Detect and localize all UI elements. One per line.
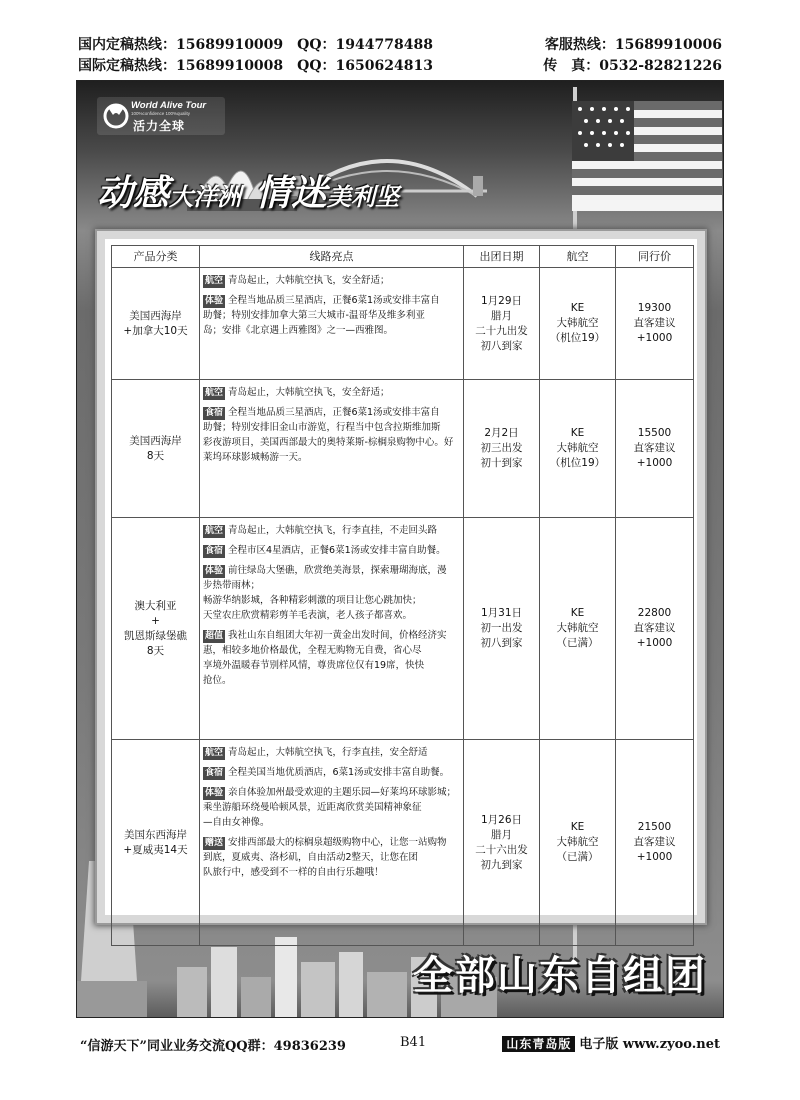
highlight-line-text: 我社山东自组团大年初一黄金出发时间，价格经济实 xyxy=(228,630,447,641)
highlight-tag: 航空 xyxy=(205,388,224,398)
route-highlights xyxy=(200,268,464,380)
airline-info-line: KE xyxy=(570,821,585,833)
departure-date-line: 1月31日 xyxy=(480,607,523,619)
headline-part-2: 大洋洲 xyxy=(169,182,242,211)
airline-info-line: （机位19） xyxy=(549,332,606,344)
highlight-item xyxy=(203,543,460,558)
departure-date-line: 二十六出发 xyxy=(475,843,528,856)
highlight-text xyxy=(203,385,460,400)
route-category-line: 美国东西海岸 xyxy=(124,828,187,841)
route-category-line: 凯恩斯绿堡礁 xyxy=(124,629,187,642)
highlight-line-text: 青岛起止，大韩航空执飞，安全舒适； xyxy=(228,387,390,398)
airline-info-line: （已满） xyxy=(556,851,599,863)
domestic-hotline: 国内定稿热线：15689910009 QQ：1944778488 xyxy=(78,37,433,53)
highlight-text xyxy=(203,563,460,623)
route-highlights xyxy=(200,380,464,518)
highlight-line xyxy=(203,745,460,760)
table-row xyxy=(112,380,694,518)
airline-info-line: 大韩航空 xyxy=(556,836,599,848)
table-header-row xyxy=(112,246,694,268)
highlight-line-text: 全程当地品质三星酒店，正餐6菜1汤或安排丰富自 xyxy=(228,407,440,418)
airline-info-line: （机位19） xyxy=(549,457,606,469)
edition-info xyxy=(502,1033,720,1052)
qq-group-text: “信游天下”同业业务交流QQ群：49836239 xyxy=(80,1039,346,1054)
highlight-text xyxy=(203,785,460,830)
route-category-line: 美国西海岸 xyxy=(129,309,182,322)
departure-date xyxy=(464,268,540,380)
highlight-text xyxy=(203,405,460,465)
trade-price-line: 21500 xyxy=(637,821,672,833)
departure-date-line: 初九到家 xyxy=(480,858,523,871)
highlight-line-text: 亲自体验加州最受欢迎的主题乐园—好莱坞环球影城； xyxy=(228,787,457,798)
route-category xyxy=(112,380,200,518)
trade-price xyxy=(616,740,694,946)
trade-price-line: +1000 xyxy=(636,332,673,344)
highlight-line: 天堂农庄欣赏精彩剪羊毛表演，老人孩子都喜欢。 xyxy=(203,610,413,621)
headline xyxy=(97,165,399,216)
highlight-line: 彩夜游项目，美国西部最大的奥特莱斯-棕榈泉购物中心。好 xyxy=(203,437,454,448)
highlight-text xyxy=(203,745,460,760)
highlight-text xyxy=(203,835,460,880)
highlight-item xyxy=(203,405,460,465)
departure-date xyxy=(464,380,540,518)
logo-tagline: 100%confidence 100%quality xyxy=(131,111,191,116)
airline-info xyxy=(540,740,616,946)
international-hotline: 国际定稿热线：15689910008 QQ：1650624813 xyxy=(78,58,433,74)
trade-price-line: 19300 xyxy=(637,302,672,314)
highlight-line: 步热带雨林； xyxy=(203,580,261,591)
highlight-line-text: 前往绿岛大堡礁，欣赏绝美海景，探索珊瑚海底，漫 xyxy=(228,565,447,576)
highlight-tag: 航空 xyxy=(205,276,224,286)
route-category-line: +加拿大10天 xyxy=(123,324,188,337)
highlight-line-text: 青岛起止，大韩航空执飞，安全舒适； xyxy=(228,275,390,286)
highlight-line xyxy=(203,405,460,420)
itinerary-panel xyxy=(97,231,705,923)
trade-price-line: +1000 xyxy=(636,637,673,649)
departure-date-line: 初三出发 xyxy=(480,442,523,454)
highlight-text xyxy=(203,273,460,288)
headline-part-4: 美利坚 xyxy=(327,182,400,211)
highlight-text xyxy=(203,628,460,688)
highlight-line: 队旅行中，感受到不一样的自由行乐趣哦！ xyxy=(203,867,384,878)
highlight-tag: 超值 xyxy=(205,631,224,641)
table-row xyxy=(112,740,694,946)
highlight-tag: 航空 xyxy=(205,526,224,536)
brand-logo xyxy=(97,97,225,135)
departure-date-line: 1月26日 xyxy=(480,813,523,826)
route-category-line: 8天 xyxy=(146,644,165,657)
departure-date-line: 腊月 xyxy=(491,309,512,322)
highlight-line: 到底，夏威夷、洛杉矶，自由活动2整天，让您在团 xyxy=(203,852,419,863)
highlight-item xyxy=(203,563,460,623)
route-category-line: 8天 xyxy=(146,449,165,462)
highlight-line-text: 青岛起止，大韩航空执飞，行李直挂，不走回头路 xyxy=(228,525,438,536)
logo-chinese: 活力全球 xyxy=(133,119,186,133)
highlight-line: 乘坐游船环绕曼哈顿风景，近距离欣赏美国精神象征 xyxy=(203,802,422,813)
header-airline: 航空 xyxy=(540,246,616,268)
departure-date-line: 初十到家 xyxy=(480,457,523,469)
airline-info-line: （已满） xyxy=(556,637,599,649)
trade-price-line: 22800 xyxy=(637,607,672,619)
highlight-line xyxy=(203,785,460,800)
highlight-line-text: 全程市区4星酒店，正餐6菜1汤或安排丰富自助餐。 xyxy=(228,545,446,556)
table-row xyxy=(112,518,694,740)
route-category xyxy=(112,740,200,946)
departure-date-line: 初八到家 xyxy=(480,637,523,649)
bottom-banner: 全部山东自组团 xyxy=(413,953,707,999)
trade-price-line: 直客建议 xyxy=(633,442,676,454)
departure-date-line: 2月2日 xyxy=(484,427,519,439)
departure-date-line: 1月29日 xyxy=(480,294,523,307)
route-highlights xyxy=(200,518,464,740)
highlight-text xyxy=(203,523,460,538)
highlight-line: 助餐；特别安排加拿大第三大城市-温哥华及维多利亚 xyxy=(203,310,425,321)
departure-date-line: 初八到家 xyxy=(480,339,523,352)
headline-part-1: 动感 xyxy=(97,172,170,214)
airline-info xyxy=(540,518,616,740)
airline-info-line: KE xyxy=(570,427,585,439)
edition-site: 电子版 www.zyoo.net xyxy=(579,1037,720,1052)
departure-date xyxy=(464,740,540,946)
departure-date-line: 初一出发 xyxy=(480,622,523,634)
airline-info-line: KE xyxy=(570,607,585,619)
highlight-tag: 体验 xyxy=(205,788,224,798)
highlight-tag: 体验 xyxy=(205,296,224,306)
departure-date-line: 二十九出发 xyxy=(475,324,528,337)
highlight-line: 抢位。 xyxy=(203,675,232,686)
airline-info xyxy=(540,380,616,518)
highlight-line xyxy=(203,765,460,780)
highlight-item xyxy=(203,785,460,830)
highlight-tag: 食宿 xyxy=(205,546,224,556)
highlight-item xyxy=(203,293,460,338)
airline-info-line: 大韩航空 xyxy=(556,622,599,634)
highlight-line xyxy=(203,563,460,578)
service-hotline: 客服热线：15689910006 xyxy=(544,37,722,53)
highlight-text xyxy=(203,765,460,780)
trade-price xyxy=(616,518,694,740)
highlight-line: 惠，相较多地价格最优，全程无购物无自费，省心尽 xyxy=(203,645,422,656)
highlight-line-text: 全程当地品质三星酒店，正餐6菜1汤或安排丰富自 xyxy=(228,295,440,306)
highlight-line: 畅游华纳影城，各种精彩刺激的项目让您心跳加快； xyxy=(203,595,422,606)
dragon-logo-icon xyxy=(103,101,129,131)
highlight-text xyxy=(203,543,460,558)
highlight-line-text: 青岛起止，大韩航空执飞，行李直挂，安全舒适 xyxy=(228,747,428,758)
headline-part-3: 情迷 xyxy=(255,172,328,214)
airline-info-line: 大韩航空 xyxy=(556,317,599,329)
tour-poster xyxy=(76,80,724,1018)
highlight-item xyxy=(203,273,460,288)
route-category xyxy=(112,518,200,740)
highlight-item xyxy=(203,628,460,688)
highlight-item xyxy=(203,745,460,760)
highlight-line: 莱坞环球影城畅游一天。 xyxy=(203,452,308,463)
highlight-line-text: 安排西部最大的棕榈泉超级购物中心，让您一站购物 xyxy=(228,837,447,848)
highlight-item xyxy=(203,523,460,538)
highlight-line-text: 全程美国当地优质酒店，6菜1汤或安排丰富自助餐。 xyxy=(228,767,450,778)
airline-info xyxy=(540,268,616,380)
trade-price-line: 直客建议 xyxy=(633,317,676,329)
trade-price-line: 15500 xyxy=(637,427,672,439)
highlight-line xyxy=(203,543,460,558)
route-category-line: 美国西海岸 xyxy=(129,434,182,447)
highlight-tag: 航空 xyxy=(205,748,224,758)
highlight-tag: 食宿 xyxy=(205,408,224,418)
highlight-line xyxy=(203,385,460,400)
table-body xyxy=(112,268,694,946)
edition-badge: 山东青岛版 xyxy=(502,1036,575,1052)
airline-info-line: KE xyxy=(570,302,585,314)
highlight-item xyxy=(203,835,460,880)
highlight-line xyxy=(203,523,460,538)
highlight-text xyxy=(203,293,460,338)
highlight-line: 助餐；特别安排旧金山市游览，行程当中包含拉斯维加斯 xyxy=(203,422,441,433)
highlight-line xyxy=(203,273,460,288)
header-category: 产品分类 xyxy=(112,246,200,268)
header-highlights: 线路亮点 xyxy=(200,246,464,268)
logo-english: World Alive Tour xyxy=(131,100,207,111)
us-flag-icon xyxy=(572,101,722,211)
highlight-line: 岛；安排《北京遇上西雅图》之一—西雅图。 xyxy=(203,325,394,336)
trade-price xyxy=(616,268,694,380)
highlight-line: —自由女神像。 xyxy=(203,817,270,828)
header-date: 出团日期 xyxy=(464,246,540,268)
trade-price-line: 直客建议 xyxy=(633,836,676,848)
highlight-line xyxy=(203,293,460,308)
page-number: B41 xyxy=(400,1035,427,1050)
highlight-tag: 赠送 xyxy=(205,838,224,848)
highlight-tag: 食宿 xyxy=(205,768,224,778)
table-row xyxy=(112,268,694,380)
route-category-line: 澳大利亚 xyxy=(134,599,177,612)
header-price: 同行价 xyxy=(616,246,694,268)
airline-info-line: 大韩航空 xyxy=(556,442,599,454)
route-category-line: + xyxy=(151,614,160,627)
highlight-item xyxy=(203,765,460,780)
highlight-line xyxy=(203,835,460,850)
departure-date-line: 腊月 xyxy=(491,828,512,841)
footer xyxy=(80,1033,720,1053)
trade-price-line: 直客建议 xyxy=(633,622,676,634)
departure-date xyxy=(464,518,540,740)
highlight-line xyxy=(203,628,460,643)
trade-price-line: +1000 xyxy=(636,457,673,469)
route-category-line: +夏威夷14天 xyxy=(123,843,188,856)
itinerary-table xyxy=(111,245,694,946)
fax-number: 传 真：0532-82821226 xyxy=(543,58,722,74)
trade-price xyxy=(616,380,694,518)
trade-price-line: +1000 xyxy=(636,851,673,863)
highlight-item xyxy=(203,385,460,400)
route-category xyxy=(112,268,200,380)
highlight-tag: 体验 xyxy=(205,566,224,576)
highlight-line: 享境外温暖春节别样风情，尊贵席位仅有19席，快快 xyxy=(203,660,425,671)
route-highlights xyxy=(200,740,464,946)
